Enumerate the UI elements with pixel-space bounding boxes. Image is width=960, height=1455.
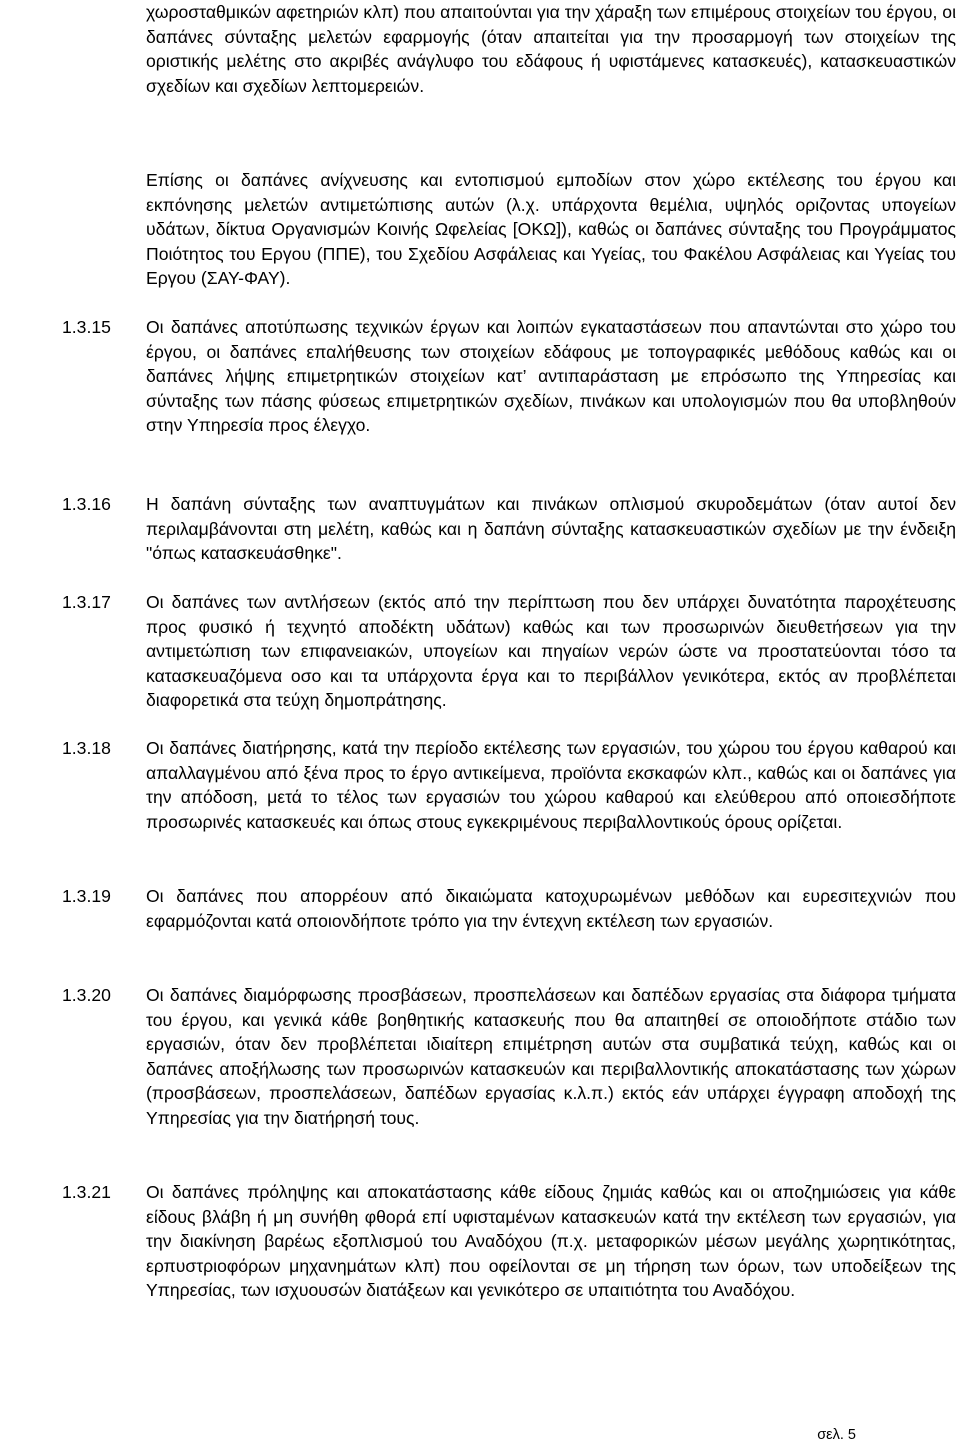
item-number: 1.3.18 [62, 738, 111, 758]
item-number: 1.3.16 [62, 494, 111, 514]
item-text: Η δαπάνη σύνταξης των αναπτυγμάτων και πινάκων οπλισμού σκυροδεμάτων (όταν αυτοί δεν περιλαμβάνονται στη μελέτη, καθώς και η δαπάνη σύνταξης κατασκευαστικών σχεδίων με την ένδειξη "όπως κατασκευάσθηκε". [146, 494, 956, 563]
list-item [62, 736, 956, 834]
list-item [62, 983, 956, 1130]
item-number: 1.3.17 [62, 592, 111, 612]
list-item [62, 492, 956, 566]
item-number: 1.3.15 [62, 317, 111, 337]
list-item [62, 590, 956, 713]
page-number: σελ. 5 [817, 1427, 856, 1443]
list-item [62, 315, 956, 438]
item-text: Οι δαπάνες διαμόρφωσης προσβάσεων, προσπελάσεων και δαπέδων εργασίας στα διάφορα τμήματα του έργου, και γενικά κάθε βοηθητικής κατασκευής που θα απαιτηθεί σε οποιοδήποτε στάδιο των εργασιών, όταν δεν προβλέπεται ιδιαίτερη επιμέτρηση αυτών στα συμβατικά τεύχη, καθώς και οι δαπάνες αποξήλωσης των προσωρινών κατασκευών και περιβαλλοντικής αποκατάστασης των χώρων (προσβάσεων, προσπελάσεων, δαπέδων εργασίας κ.λ.π.) εκτός εάν υπάρχει έγγραφη αποδοχή της Υπηρεσίας για την διατήρησή τους. [146, 985, 956, 1128]
item-text: Οι δαπάνες που απορρέουν από δικαιώματα κατοχυρωμένων μεθόδων και ευρεσιτεχνιών που εφαρμόζονται κατά οποιονδήποτε τρόπο για την έντεχνη εκτέλεση των εργασιών. [146, 886, 956, 931]
intro-paragraph: χωροσταθμικών αφετηριών κλπ) που απαιτούνται για την χάραξη των επιμέρους στοιχείων του έργου, οι δαπάνες σύνταξης μελετών εφαρμογής (όταν απαιτείται για την προσαρμογή των στοιχείων της οριστικής μελέτης στο ακριβές ανάγλυφο του εδάφους ή υφιστάμενες κατασκευές), κατασκευαστικών σχεδίων και σχεδίων λεπτομερειών. [146, 2, 956, 96]
item-text: Οι δαπάνες πρόληψης και αποκατάστασης κάθε είδους ζημιάς καθώς και οι αποζημιώσεις για κάθε είδους βλάβη ή μη συνήθη φθορά επί υφισταμένων κατασκευών κατά την εκτέλεση των εργασιών, για την διακίνηση βαρέως εξοπλισμού του Αναδόχου (π.χ. μεταφορικών μέσων μεγάλης χωρητικότητας, ερπυστριοφόρων μηχανημάτων κλπ) που οφείλονται σε μη τήρηση των όρων, των υποδείξεων της Υπηρεσίας, των ισχυουσών διατάξεων και γενικότερο σε υπαιτιότητα του Αναδόχου. [146, 1182, 956, 1300]
item-text: Οι δαπάνες των αντλήσεων (εκτός από την περίπτωση που δεν υπάρχει δυνατότητα παροχέτευσης προς φυσικό ή τεχνητό αποδέκτη υδάτων) καθώς και των προσωρινών διευθετήσεων για την αντιμετώπιση των επιφανειακών, υπογείων και πηγαίων νερών ώστε να προστατεύονται τόσο τα κατασκευαζόμενα οσο και τα υπάρχοντα έργα και το περιβάλλον γενικότερα, εκτός αν προβλέπεται διαφορετικά στα τεύχη δημοπράτησης. [146, 592, 956, 710]
item-text: Οι δαπάνες διατήρησης, κατά την περίοδο εκτέλεσης των εργασιών, του χώρου του έργου καθαρού και απαλλαγμένου από ξένα προς το έργο αντικείμενα, προϊόντα εκσκαφών κλπ., καθώς και οι δαπάνες για την απόδοση, μετά το τέλος των εργασιών του χώρου καθαρού και ελεύθερου από οποιεσδήποτε προσωρινές κατασκευές και όπως στους εγκεκριμένους περιβαλλοντικούς όρους ορίζεται. [146, 738, 956, 832]
item-number: 1.3.19 [62, 886, 111, 906]
list-item [62, 1180, 956, 1303]
list-item [62, 884, 956, 933]
second-paragraph: Επίσης οι δαπάνες ανίχνευσης και εντοπισμού εμποδίων στον χώρο εκτέλεσης του έργου και εκπόνησης μελετών αντιμετώπισης αυτών (λ.χ. υπάρχοντα θεμέλια, υψηλός οριζοντας υπογείων υδάτων, δίκτυα Οργανισμών Κοινής Ωφελείας [ΟΚΩ]), καθώς οι δαπάνες σύνταξης του Προγράμματος Ποιότητος του Εργου (ΠΠΕ), του Σχεδίου Ασφάλειας και Υγείας, του Φακέλου Ασφάλειας και Υγείας του Εργου (ΣΑΥ-ΦΑΥ). [146, 170, 956, 288]
item-number: 1.3.21 [62, 1182, 111, 1202]
item-number: 1.3.20 [62, 985, 111, 1005]
item-text: Οι δαπάνες αποτύπωσης τεχνικών έργων και λοιπών εγκαταστάσεων που απαντώνται στο χώρο του έργου, οι δαπάνες επαλήθευσης των στοιχείων εδάφους με τοπογραφικές μεθόδους καθώς και οι δαπάνες λήψης επιμετρητικών στοιχείων κατ’ αντιπαράσταση με επρόσωπο της Υπηρεσίας και σύνταξης των πάσης φύσεως επιμετρητικών σχεδίων, πινάκων και υπολογισμών που θα υποβληθούν στην Υπηρεσία προς έλεγχο. [146, 317, 956, 435]
